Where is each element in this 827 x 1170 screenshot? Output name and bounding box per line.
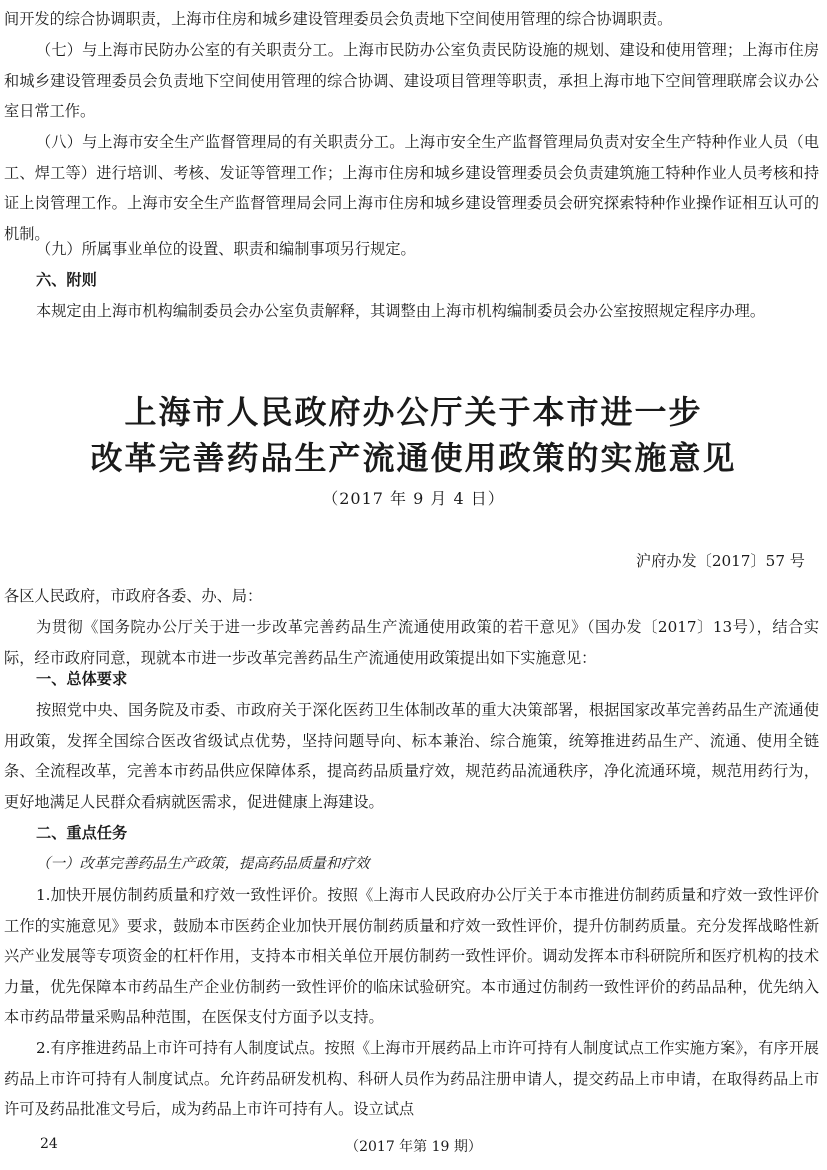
paragraph-continuation: 间开发的综合协调职责，上海市住房和城乡建设管理委员会负责地下空间使用管理的综合协调职责。 — [4, 10, 673, 28]
section-1-text: 按照党中央、国务院及市委、市政府关于深化医药卫生体制改革的重大决策部署，根据国家改革完善药品生产流通使用政策，发挥全国综合医改省级试点优势，坚持问题导向、标本兼治、综合施策，统筹推进药品生产、流通、使用全链条、全流程改革，完善本市药品供应保障体系，提高药品质量疗效，规范药品流通秩序，净化流通环境，规范用药行为，更好地满足人民群众看病就医需求，促进健康上海建设。 — [4, 701, 819, 811]
section-heading-appendix: 六、附则 — [36, 271, 97, 289]
section-heading-2: 二、重点任务 — [36, 824, 128, 842]
item-2-paragraph: 2.有序推进药品上市许可持有人制度试点。按照《上海市开展药品上市许可持有人制度试点工作实施方案》，有序开展药品上市许可持有人制度试点。允许药品研发机构、科研人员作为药品注册申请人，提交药品上市申请，在取得药品上市许可及药品批准文号后，成为药品上市许可持有人。设立试点 — [4, 1039, 819, 1119]
item-1-paragraph: 1.加快开展仿制药质量和疗效一致性评价。按照《上海市人民政府办公厅关于本市推进仿制药质量和疗效一致性评价工作的实施意见》要求，鼓励本市医药企业加快开展仿制药质量和疗效一致性评价，提升仿制药质量。充分发挥战略性新兴产业发展等专项资金的杠杆作用，支持本市相关单位开展仿制药一致性评价。调动发挥本市科研院所和医疗机构的技术力量，优先保障本市药品生产企业仿制药一致性评价的临床试验研究。本市通过仿制药一致性评价的药品品种，优先纳入本市药品带量采购品种范围，在医保支付方面予以支持。 — [4, 886, 819, 1027]
section-heading-1: 一、总体要求 — [36, 670, 128, 688]
subsection-heading-1: （一）改革完善药品生产政策，提高药品质量和疗效 — [36, 856, 370, 872]
recipients: 各区人民政府，市政府各委、办、局： — [4, 587, 263, 605]
page-number: 24 — [40, 1136, 58, 1152]
document-title-line-2: 改革完善药品生产流通使用政策的实施意见 — [90, 439, 737, 477]
paragraph-appendix: 本规定由上海市机构编制委员会办公室负责解释，其调整由上海市机构编制委员会办公室按照规定程序办理。 — [36, 302, 765, 320]
document-number: 沪府办发〔2017〕57 号 — [635, 552, 805, 570]
paragraph-item-7: （七）与上海市民防办公室的有关职责分工。上海市民防办公室负责民防设施的规划、建设和使用管理；上海市住房和城乡建设管理委员会负责地下空间使用管理的综合协调、建设项目管理等职责，承担上海市地下空间管理联席会议办公室日常工作。 — [4, 41, 819, 121]
document-title-line-1: 上海市人民政府办公厅关于本市进一步 — [124, 393, 703, 431]
paragraph-item-9: （九）所属事业单位的设置、职责和编制事项另行规定。 — [36, 240, 416, 258]
document-date: （2017 年 9 月 4 日） — [322, 489, 505, 508]
issue-label: （2017 年第 19 期） — [345, 1139, 482, 1155]
intro-paragraph: 为贯彻《国务院办公厅关于进一步改革完善药品生产流通使用政策的若干意见》（国办发〔2017〕13号），结合实际，经市政府同意，现就本市进一步改革完善药品生产流通使用政策提出如下实施意见： — [4, 618, 819, 667]
paragraph-item-8: （八）与上海市安全生产监督管理局的有关职责分工。上海市安全生产监督管理局负责对安全生产特种作业人员（电工、焊工等）进行培训、考核、发证等管理工作；上海市住房和城乡建设管理委员会负责建筑施工特种作业人员考核和持证上岗管理工作。上海市安全生产监督管理局会同上海市住房和城乡建设管理委员会研究探索特种作业操作证相互认可的机制。 — [4, 133, 819, 243]
